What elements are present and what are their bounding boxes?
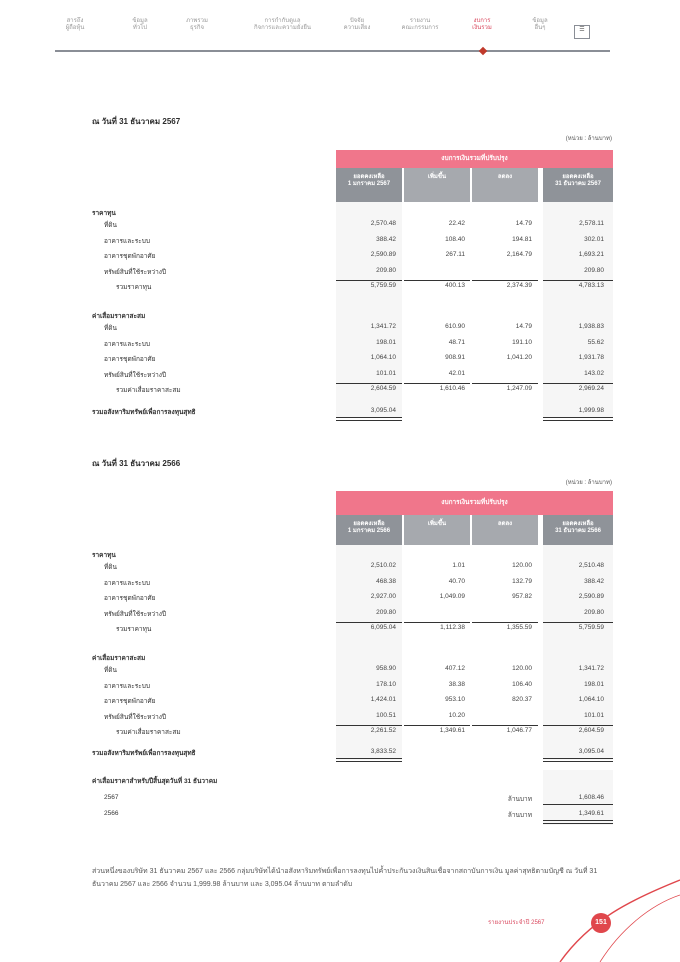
row-value: 610.90: [445, 323, 465, 330]
row-value: 106.40: [512, 680, 532, 688]
row-value: 120.00: [512, 665, 532, 672]
row-value: 1,999.98: [578, 407, 604, 414]
row-value: 3,095.04: [578, 748, 604, 755]
row-label: รวมราคาทุน: [116, 284, 152, 291]
row-value: 1,424.01: [370, 696, 396, 703]
row-value: 100.51: [376, 711, 396, 719]
row-value: 2,510.02: [370, 562, 396, 569]
row-label: รวมค่าเสื่อมราคาสะสม: [116, 729, 181, 736]
row-value: 5,759.59: [578, 624, 604, 631]
column-header: เพิ่มขึ้น: [404, 515, 470, 545]
depreciation-year: 2566: [104, 810, 119, 817]
row-value: 1,049.09: [439, 593, 465, 600]
row-value: 1,064.10: [370, 354, 396, 361]
row-value: 209.80: [584, 608, 604, 616]
row-label: ทรัพย์สินที่ใช้ระหว่างปี: [104, 713, 167, 721]
row-value: 2,510.48: [578, 562, 604, 569]
row-value: 1,046.77: [506, 727, 532, 734]
row-value: 178.10: [376, 680, 396, 688]
nav-item-line2: อื่นๆ: [534, 25, 546, 31]
column-header: ยอดคงเหลือ 31 ธันวาคม 2567: [543, 168, 613, 202]
row-label: อาคารและระบบ: [104, 340, 150, 348]
row-label: รวมอสังหาริมทรัพย์เพื่อการลงทุนสุทธิ: [92, 409, 196, 416]
column-header: ยอดคงเหลือ 1 มกราคม 2566: [336, 515, 402, 545]
row-value: 2,374.39: [506, 282, 532, 289]
nav-item-line2: ผู้ถือหุ้น: [65, 25, 85, 31]
row-value: 3,095.04: [370, 407, 396, 414]
depreciation-year: 2567: [104, 794, 119, 801]
row-value: 908.91: [445, 354, 465, 361]
row-value: 1,355.59: [506, 624, 532, 631]
nav-item-line1: ข้อมูล: [132, 18, 148, 24]
row-value: 101.01: [376, 369, 396, 377]
row-value: 48.71: [448, 338, 465, 346]
table-group-header: งบการเงินรวมที่ปรับปรุง: [336, 491, 613, 515]
row-value: 143.02: [584, 369, 604, 377]
row-label: ที่ดิน: [104, 222, 117, 229]
row-value: 55.62: [587, 338, 604, 346]
nav-item-line1: การกำกับดูแล: [264, 18, 301, 24]
row-value: 1,610.46: [439, 385, 465, 392]
row-value: 2,590.89: [578, 593, 604, 600]
row-value: 1.01: [452, 562, 465, 569]
row-label: อาคารชุดพักอาศัย: [104, 595, 156, 602]
row-label: รวมอสังหาริมทรัพย์เพื่อการลงทุนสุทธิ: [92, 750, 196, 757]
row-value: 209.80: [376, 608, 396, 616]
nav-item-line2: ทั่วไป: [132, 25, 148, 31]
row-value: 388.42: [584, 577, 604, 585]
nav-item-line1: ภาพรวม: [186, 18, 208, 24]
row-label: อาคารและระบบ: [104, 237, 150, 245]
row-label: ทรัพย์สินที่ใช้ระหว่างปี: [104, 268, 167, 276]
column-header: ยอดคงเหลือ 1 มกราคม 2567: [336, 168, 402, 202]
row-label: รวมราคาทุน: [116, 626, 152, 633]
row-value: 2,590.89: [370, 251, 396, 258]
unit-label: (หน่วย : ล้านบาท): [565, 480, 612, 486]
unit-label: (หน่วย : ล้านบาท): [565, 136, 612, 142]
row-value: 209.80: [584, 266, 604, 274]
row-value: 1,693.21: [578, 251, 604, 258]
group-title-label: ค่าเสื่อมราคาสะสม: [92, 655, 146, 662]
page-number-badge: 151: [591, 913, 611, 933]
footer-report-title: รายงานประจำปี 2567: [488, 920, 545, 926]
depreciation-unit: ล้านบาท: [507, 812, 532, 819]
row-value: 2,164.79: [506, 251, 532, 258]
row-value: 1,341.72: [370, 323, 396, 330]
depreciation-title-label: ค่าเสื่อมราคาสำหรับปีสิ้นสุดวันที่ 31 ธันวาคม: [92, 778, 218, 785]
footnote-text: ส่วนหนึ่งของบริษัท 31 ธันวาคม 2567 และ 2566 กลุ่มบริษัทได้นำอสังหาริมทรัพย์เพื่อการลงทุนไปค้ำประกันวงเงินสินเชื่อจากสถาบันการเงิน มูลค่าสุทธิตามบัญชี ณ วันที่ 31 ธันวาคม 2567 และ 2566 จำนวน 1,999.98 ล้านบาท และ 3,095.04 ล้านบาท ตามลำดับ: [92, 868, 598, 888]
row-value: 209.80: [376, 266, 396, 274]
row-value: 468.38: [376, 577, 396, 585]
row-value: 302.01: [584, 235, 604, 243]
row-value: 191.10: [512, 338, 532, 346]
row-value: 820.37: [512, 696, 532, 703]
row-value: 2,927.00: [370, 593, 396, 600]
row-value: 2,578.11: [579, 220, 604, 227]
row-label: รวมค่าเสื่อมราคาสะสม: [116, 387, 181, 394]
row-value: 2,969.24: [578, 385, 604, 392]
row-value: 132.79: [512, 577, 532, 585]
row-value: 198.01: [376, 338, 396, 346]
row-value: 6,095.04: [370, 624, 396, 631]
nav-item-line2: เงินรวม: [472, 25, 492, 31]
column-header: ลดลง: [472, 515, 538, 545]
nav-item-line2: กิจการและความยั่งยืน: [254, 25, 311, 31]
row-label: ทรัพย์สินที่ใช้ระหว่างปี: [104, 610, 167, 618]
table-group-header: งบการเงินรวมที่ปรับปรุง: [336, 150, 613, 168]
row-value: 14.79: [515, 323, 532, 330]
row-value: 388.42: [376, 235, 396, 243]
row-value: 953.10: [445, 696, 465, 703]
row-value: 38.38: [448, 680, 465, 688]
row-value: 400.13: [445, 282, 465, 289]
row-value: 2,570.48: [370, 220, 396, 227]
row-value: 5,759.59: [370, 282, 396, 289]
row-value: 958.90: [376, 665, 396, 672]
row-value: 42.01: [448, 369, 465, 377]
row-value: 1,349.61: [439, 727, 465, 734]
group-title-label: ราคาทุน: [92, 210, 116, 217]
depreciation-unit: ล้านบาท: [507, 796, 532, 803]
row-value: 198.01: [584, 680, 604, 688]
nav-item-line1: สารถึง: [66, 18, 84, 24]
row-value: 1,064.10: [578, 696, 604, 703]
nav-item-line2: คณะกรรมการ: [401, 25, 439, 31]
row-value: 1,041.20: [506, 354, 532, 361]
section-title: ณ วันที่ 31 ธันวาคม 2566: [92, 459, 181, 468]
row-value: 1,247.09: [506, 385, 532, 392]
row-value: 957.82: [512, 593, 532, 600]
column-header: ลดลง: [472, 168, 538, 202]
nav-item-line1: ข้อมูล: [532, 18, 548, 24]
nav-item-line1: ปัจจัย: [349, 18, 365, 24]
menu-icon[interactable]: ☰: [574, 25, 590, 39]
row-value: 4,783.13: [578, 282, 604, 289]
row-value: 40.70: [448, 577, 465, 585]
row-label: อาคารชุดพักอาศัย: [104, 356, 156, 363]
row-value: 194.81: [512, 235, 532, 243]
column-header: ยอดคงเหลือ 31 ธันวาคม 2566: [543, 515, 613, 545]
row-value: 2,604.59: [578, 727, 604, 734]
row-label: ที่ดิน: [104, 325, 117, 332]
nav-item-line2: ความเสี่ยง: [343, 25, 371, 31]
row-value: 120.00: [512, 562, 532, 569]
row-label: ทรัพย์สินที่ใช้ระหว่างปี: [104, 371, 167, 379]
row-label: อาคารและระบบ: [104, 682, 150, 690]
nav-item-line2: ธุรกิจ: [189, 25, 205, 31]
depreciation-value: 1,608.46: [578, 794, 604, 801]
row-value: 101.01: [584, 711, 604, 719]
row-value: 1,112.38: [440, 624, 465, 631]
row-value: 14.79: [515, 220, 532, 227]
row-value: 2,261.52: [370, 727, 396, 734]
row-value: 3,833.52: [370, 748, 396, 755]
column-header: เพิ่มขึ้น: [404, 168, 470, 202]
nav-item-line1: รายงาน: [409, 18, 431, 24]
row-value: 267.11: [445, 251, 465, 258]
row-label: อาคารและระบบ: [104, 579, 150, 587]
group-title-label: ค่าเสื่อมราคาสะสม: [92, 313, 146, 320]
row-value: 407.12: [445, 665, 465, 672]
row-value: 1,938.83: [578, 323, 604, 330]
row-value: 108.40: [445, 235, 465, 243]
row-label: อาคารชุดพักอาศัย: [104, 698, 156, 705]
section-title: ณ วันที่ 31 ธันวาคม 2567: [92, 117, 181, 126]
row-label: ที่ดิน: [104, 667, 117, 674]
row-value: 22.42: [448, 220, 465, 227]
nav-item-line1: งบการ: [473, 18, 491, 24]
row-label: อาคารชุดพักอาศัย: [104, 253, 156, 260]
depreciation-value: 1,349.61: [578, 810, 604, 817]
row-value: 1,931.78: [578, 354, 604, 361]
row-value: 10.20: [448, 711, 465, 719]
group-title-label: ราคาทุน: [92, 552, 116, 559]
row-value: 2,604.59: [370, 385, 396, 392]
row-label: ที่ดิน: [104, 564, 117, 571]
row-value: 1,341.72: [578, 665, 604, 672]
